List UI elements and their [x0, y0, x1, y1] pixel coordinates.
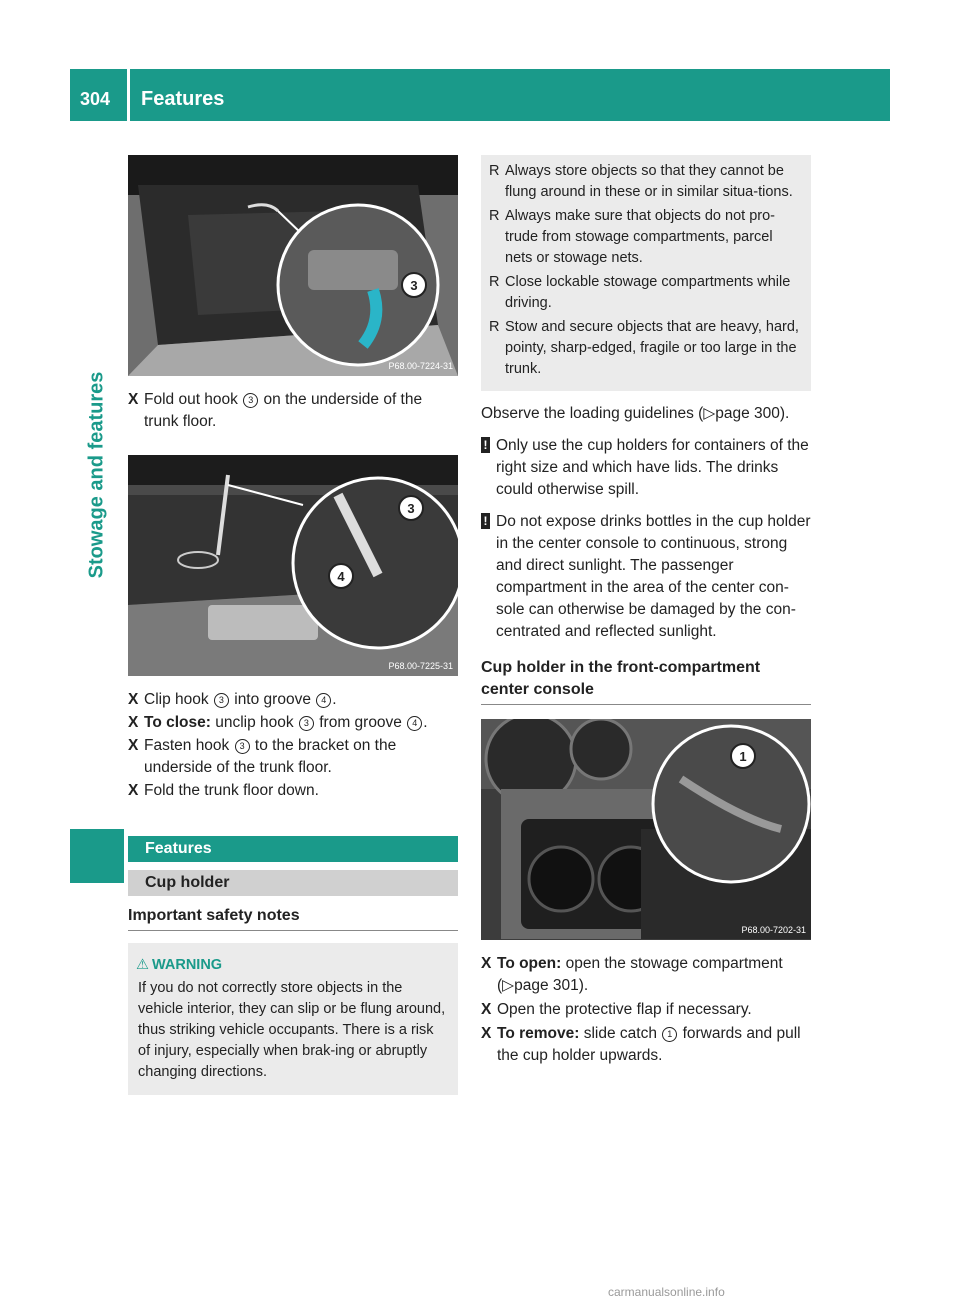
- page-ref-arrow-icon: ▷: [703, 405, 716, 422]
- page-ref-arrow-icon: ▷: [502, 977, 515, 994]
- fig2-code: P68.00-7225-31: [388, 661, 453, 671]
- step-fasten-hook: X Fasten hook 3 to the bracket on the underside of the trunk floor.: [128, 737, 397, 776]
- watermark: carmanualsonline.info: [608, 1285, 725, 1299]
- fig3-callout: 1: [739, 749, 747, 764]
- heading-important-safety-notes: Important safety notes: [128, 905, 458, 931]
- warning-title: WARNING: [152, 957, 223, 973]
- page-header: [70, 69, 890, 121]
- notice-sunlight: ! Do not expose drinks bottles in the cup holder in the center console to continuous, strong and direct sunlight. The passenger compartment in the area of the center con-sole can otherwise be damaged by the con-centrated and reflected sunlight.: [481, 511, 811, 643]
- step-marker-icon: X: [481, 1025, 492, 1042]
- sidebar-section-label: Stowage and features: [85, 371, 108, 579]
- right-column: [481, 155, 811, 1067]
- trunk-hook-figure: [128, 155, 458, 376]
- trunk-groove-illustration: [128, 455, 458, 676]
- observe-loading-guidelines: Observe the loading guidelines (▷page 300).: [481, 405, 790, 422]
- list-item: R Always make sure that objects do not pro-trude from stowage compartments, parcel nets or stowage nets.: [489, 208, 775, 266]
- list-item: R Close lockable stowage compartments while driving.: [489, 274, 791, 311]
- trunk-hook-illustration: [128, 155, 458, 376]
- page-title: Features: [141, 88, 225, 110]
- page-number: 304: [80, 89, 111, 109]
- header-divider: [127, 69, 130, 121]
- step-marker-icon: X: [128, 737, 139, 754]
- step-clip-hook: X Clip hook 3 into groove 4 .: [128, 689, 458, 711]
- warning-triangle-icon: ⚠: [136, 957, 149, 973]
- fig2-callout-b: 4: [337, 569, 345, 584]
- fig3-code: P68.00-7202-31: [741, 925, 806, 935]
- bullet-icon: R: [489, 274, 500, 290]
- step-to-close: X To close: unclip hook 3 from groove 4 .: [128, 712, 458, 734]
- heading-cup-holder-front: Cup holder in the front-compartment center console: [481, 657, 811, 705]
- warning-box: [128, 943, 458, 1095]
- bullet-icon: R: [489, 208, 500, 224]
- list-item: R Always store objects so that they cannot be flung around in these or in similar situa-tions.: [489, 163, 793, 200]
- step-to-open: X To open: open the stowage compartment (▷page 301).: [481, 955, 783, 994]
- step-marker-icon: X: [128, 691, 139, 708]
- fig1-callout: 3: [410, 278, 418, 293]
- cup-holder-figure: [481, 719, 811, 940]
- safety-bullet-box: [481, 155, 811, 391]
- page-301-link[interactable]: page 301: [514, 977, 579, 994]
- left-column: [128, 155, 458, 1095]
- notice-icon: !: [481, 437, 490, 453]
- warning-text: If you do not correctly store objects in the vehicle interior, they can slip or be flung around, thus striking vehicle occupants. There is a risk of injury, especially when brak-ing or abruptly changing directions.: [138, 980, 446, 1080]
- cup-holder-illustration: [481, 719, 811, 940]
- step-fold-floor: X Fold the trunk floor down.: [128, 780, 458, 802]
- list-item: R Stow and secure objects that are heavy, hard, pointy, sharp-edged, fragile or too large in the trunk.: [489, 319, 799, 377]
- step-fold-out-hook: X Fold out hook 3 on the underside of the trunk floor.: [128, 391, 423, 430]
- ref-callout: 3: [243, 393, 258, 408]
- fig1-code: P68.00-7224-31: [388, 361, 453, 371]
- notice-icon: !: [481, 513, 490, 529]
- bullet-icon: R: [489, 163, 500, 179]
- notice-cup-size: ! Only use the cup holders for containers of the right size and which have lids. The drinks could otherwise spill.: [481, 435, 811, 501]
- step-marker-icon: X: [481, 955, 492, 972]
- step-marker-icon: X: [128, 782, 139, 799]
- step-marker-icon: X: [128, 391, 139, 408]
- step-marker-icon: X: [128, 714, 139, 731]
- sidebar-tab-marker: [70, 829, 124, 883]
- section-band-features: Features: [128, 836, 458, 862]
- step-to-remove: X To remove: slide catch 1 forwards and pull the cup holder upwards.: [481, 1025, 801, 1064]
- page-300-link[interactable]: page 300: [715, 405, 780, 422]
- step-marker-icon: X: [481, 1001, 492, 1018]
- bullet-icon: R: [489, 319, 500, 335]
- fig2-callout-a: 3: [407, 501, 415, 516]
- step-open-flap: X Open the protective flap if necessary.: [481, 999, 811, 1021]
- subsection-band-cup-holder: Cup holder: [128, 870, 458, 896]
- trunk-groove-figure: [128, 455, 458, 676]
